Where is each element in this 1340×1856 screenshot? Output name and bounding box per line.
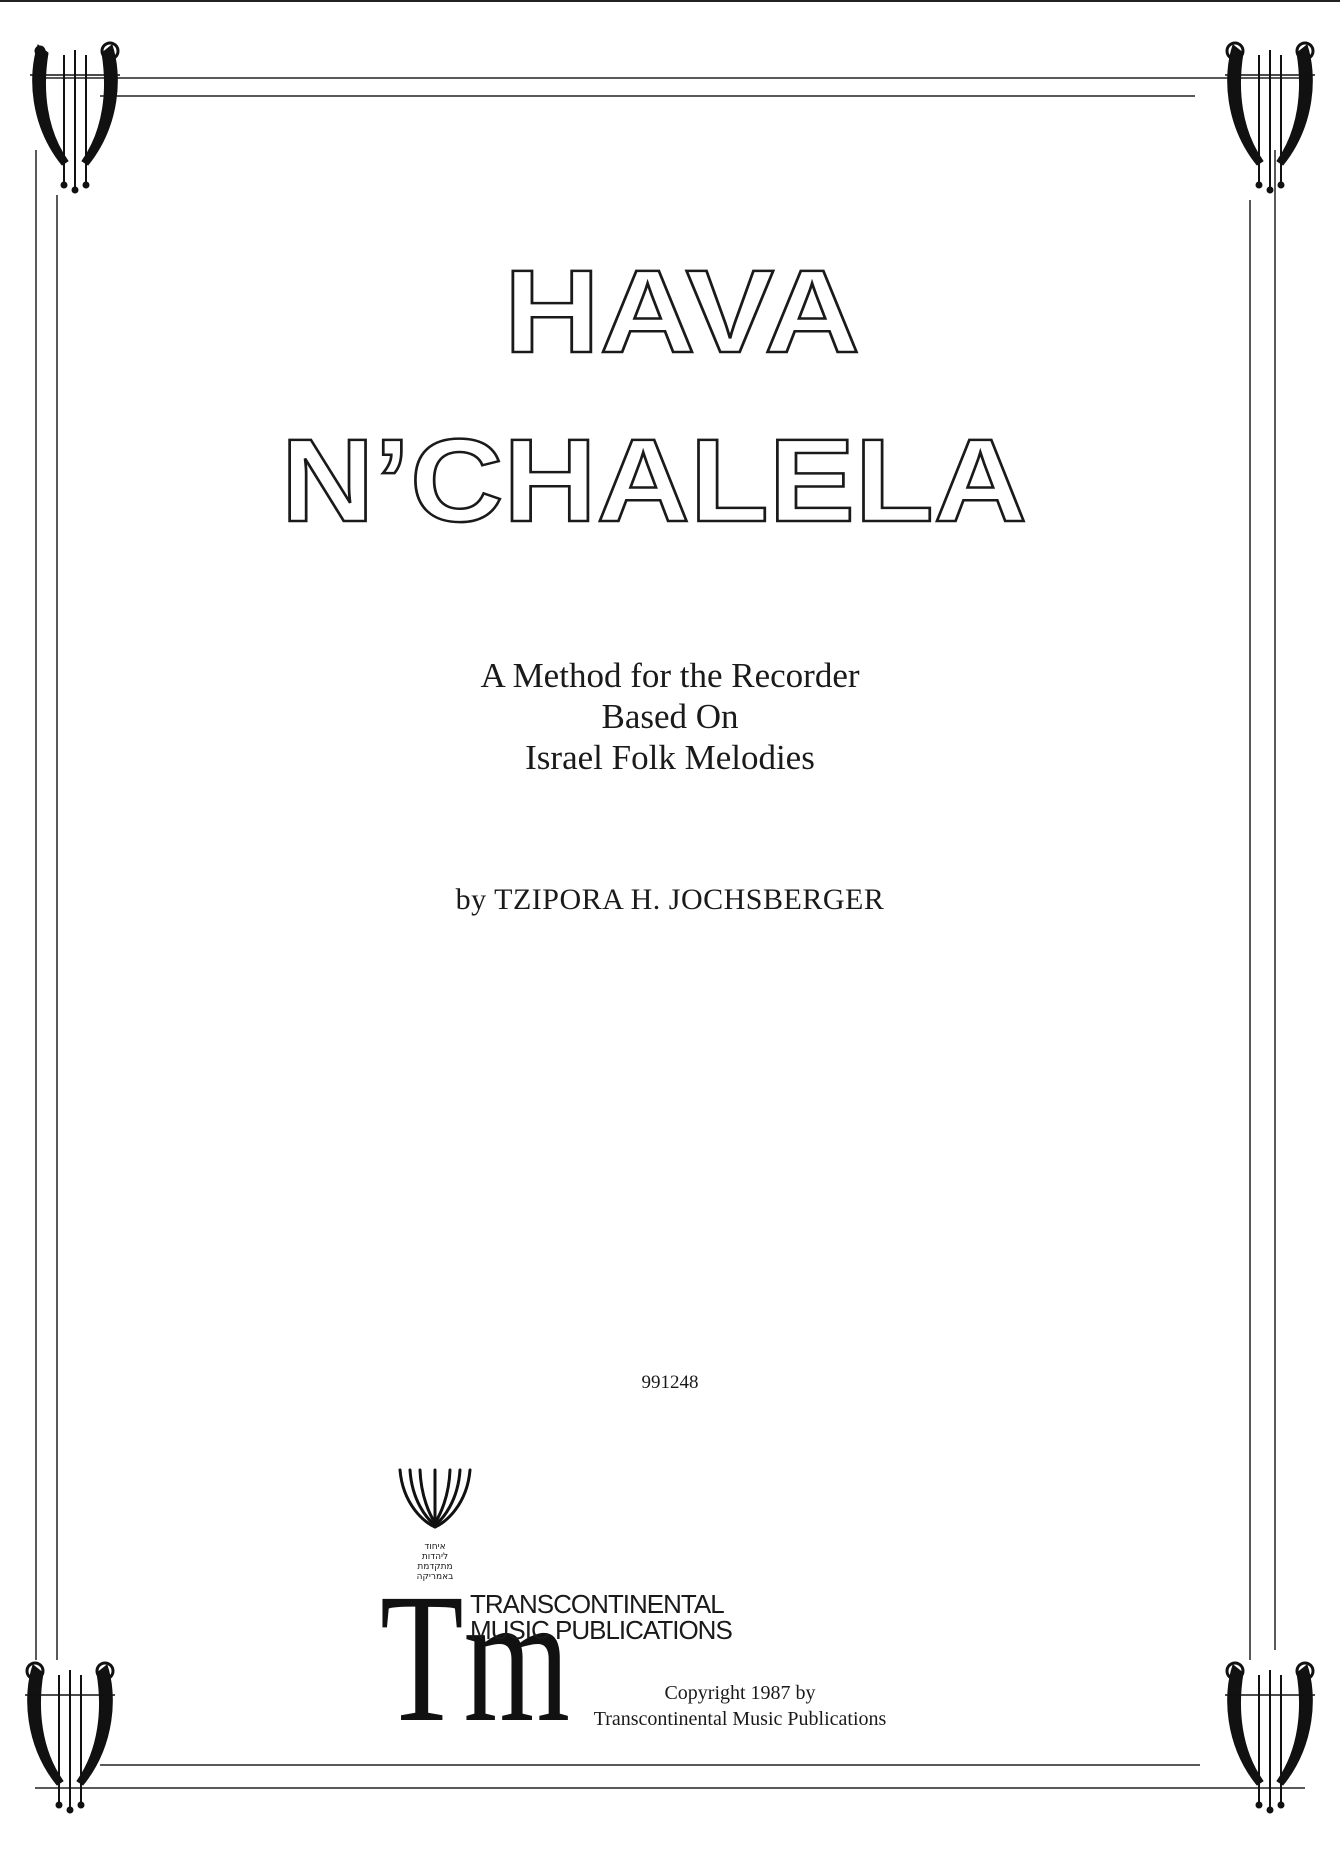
- publisher-line-1: TRANSCONTINENTAL: [470, 1589, 724, 1619]
- subtitle-line-3: Israel Folk Melodies: [525, 738, 815, 777]
- publisher-line-2: MUSIC PUBLICATIONS: [470, 1615, 732, 1645]
- author-line: by TZIPORA H. JOCHSBERGER: [455, 883, 885, 916]
- subtitle-line-2: Based On: [601, 697, 739, 736]
- copyright-line-1: Copyright 1987 by: [664, 1682, 816, 1704]
- title-block: [0, 0, 1340, 560]
- publisher-name: [470, 1591, 732, 1643]
- copyright-line-2: Transcontinental Music Publications: [593, 1708, 887, 1730]
- title-line-1: HAVA: [504, 246, 860, 378]
- menorah-emblem-icon: [395, 1465, 475, 1535]
- lyre-icon-bottom-left: [15, 1655, 125, 1815]
- hebrew-org-text: איחוד ליהדות מתקדמת באמריקה: [416, 1542, 454, 1582]
- subtitle: [0, 655, 1340, 778]
- lyre-icon-bottom-right: [1215, 1655, 1325, 1815]
- subtitle-line-1: A Method for the Recorder: [480, 656, 860, 695]
- title-line-2: N’CHALELA: [281, 415, 1027, 547]
- catalog-number: 991248: [641, 1372, 699, 1393]
- copyright-notice: [570, 1680, 910, 1732]
- tm-monogram-text: Tm: [380, 1580, 570, 1730]
